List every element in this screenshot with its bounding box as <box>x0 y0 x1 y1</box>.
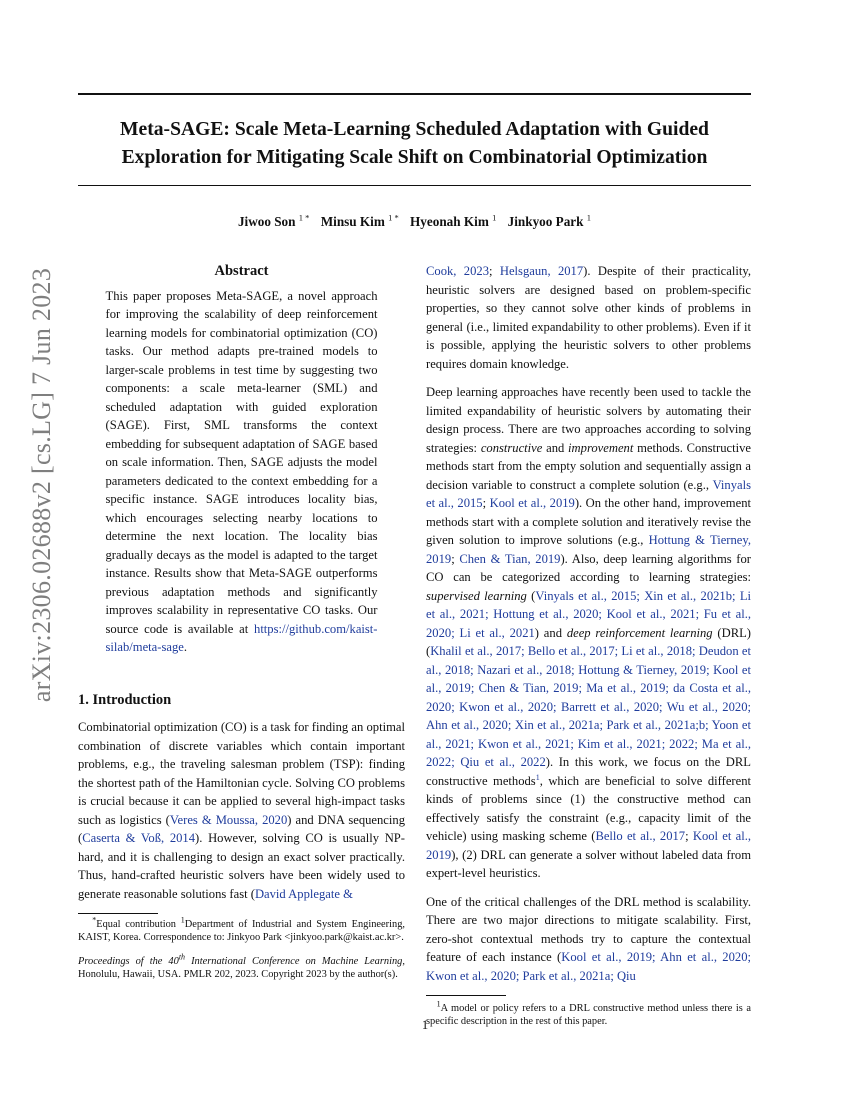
citation-link[interactable]: Helsgaun, 2017 <box>499 264 584 278</box>
affiliation-footnote: *Equal contribution $^1$Department of Industrial and System Engineering, KAIST, Korea. Correspondence to: Jinkyoo Park <jinkyoo.park@kaist.ac.kr>. Proceedings of the 40th International Conference on Machine Learning, Honolulu, Hawaii, USA. PMLR 202, 2023. Copyright 2023 by the author(s). <box>78 915 405 981</box>
arxiv-stamp: arXiv:2306.02688v2 [cs.LG] 7 Jun 2023 <box>27 267 56 703</box>
citation-link[interactable]: Cook, 2023 <box>426 264 489 278</box>
title-rule-bottom <box>78 185 751 186</box>
citation-link[interactable]: Khalil et al., 2017; Bello et al., 2017; Li et al., 2018; Deudon et al., 2018; Nazari et al., 2018; Hottung & Tierney, 2019; Kool et al., 2019; Chen & Tian, 2019; Ma et al., 2019; da Costa et al., 2020; Kwon et al., 2020; Barrett et al., 2020; Wu et al., 2020; Ahn et al., 2020; Xin et al., 2021a; Park et al., 2021a;b; Yoon et al., 2021; Kwon et al., 2021; Kim et al., 2021; 2022; Ma et al., 2022; Qiu et al., 2022 <box>426 644 751 769</box>
author-list <box>78 214 751 230</box>
citation-link[interactable]: Chen & Tian, 2019 <box>459 551 561 566</box>
page-number: 1 <box>421 1018 429 1032</box>
title-line: Meta-SAGE: Scale Meta-Learning Scheduled Adaptation with Guided <box>120 119 709 140</box>
abstract-body: This paper proposes Meta-SAGE, a novel approach for improving the scalability of deep reinforcement learning models for combinatorial optimization (CO) tasks. Our method adapts pre-trained models to larger-scale problems in test time by suggesting two components: a scale meta-learner (SML) and scheduled adaptation with guided exploration (SAGE). First, SML transforms the context embedding for subsequent adaptation of SAGE based on scale information. Then, SAGE adjusts the model parameters dedicated to the context embedding for a specific instance. SAGE introduces locality bias, which encourages selecting nearby locations to determine the next location. The locality bias gradually decays as the model is adapted to the target instance. Results show that Meta-SAGE outperforms previous adaptation methods and significantly improves scalability in representative CO tasks. Our source code is available at https://github.com/kaist-silab/meta-sage. <box>105 288 378 654</box>
proceedings-note: Proceedings of the 40th International Conference on Machine Learning, Honolulu, Hawaii, USA. PMLR 202, 2023. Copyright 2023 by the author(s). <box>78 952 405 981</box>
citation-link[interactable]: Bello et al., 2017 <box>595 829 686 843</box>
author: Jiwoo Son $^{1 *}$ <box>237 212 310 229</box>
body-paragraph: Cook, 2023; Helsgaun, 2017). Despite of their practicality, heuristic solvers are designed based on problem-specific properties, so they cannot solve other kinds of problems in general (i.e., limited expandability to other problems). Even if it is possible, applying the heuristic solvers to other problems requires domain knowledge. <box>426 264 751 371</box>
author: Hyeonah Kim $^1$ <box>410 212 497 229</box>
citation-link[interactable]: Veres & Moussa, 2020 <box>169 812 288 827</box>
footnote-marker[interactable]: 1 <box>535 772 540 782</box>
citation-link[interactable]: Kool et al., 2019; Ahn et al., 2020; Kwon et al., 2020; Park et al., 2021a; Qiu <box>426 950 751 983</box>
author: Minsu Kim $^{1 *}$ <box>320 212 399 229</box>
author: Jinkyoo Park $^1$ <box>507 212 592 229</box>
right-column <box>426 262 751 1029</box>
citation-link[interactable]: Vinyals et al., 2015; Xin et al., 2021b; Li et al., 2021; Hottung et al., 2020; Kool et al., 2021; Fu et al., 2020; Li et al., 2021 <box>426 588 752 640</box>
citation-link[interactable]: David Applegate & <box>254 886 353 901</box>
abstract-heading: Abstract <box>214 263 269 279</box>
citation-link[interactable]: Kool et al., 2019 <box>489 496 575 510</box>
method-footnote: $^1$A model or policy refers to a DRL constructive method unless there is a specific description in the rest of this paper. <box>426 999 751 1028</box>
title-rule-top <box>78 93 751 95</box>
paper-title <box>78 116 751 172</box>
title-line: Exploration for Mitigating Scale Shift on Combinatorial Optimization <box>121 147 708 168</box>
footnote-rule <box>78 913 158 914</box>
section-heading: 1. Introduction <box>78 691 172 708</box>
body-paragraph: One of the critical challenges of the DRL method is scalability. There are two major directions to mitigate scalability. First, zero-shot contextual methods try to capture the contextual feature of each instance (Kool et al., 2019; Ahn et al., 2020; Kwon et al., 2020; Park et al., 2021a; Qiu <box>426 894 751 983</box>
body-paragraph: Deep learning approaches have recently been used to tackle the limited expandability of heuristic solvers by automating their design process. There are two approaches according to solving strategies: constructive and improvement methods. Constructive methods start from the empty solution and sequentially assign a decision variable to construct a complete solution (e.g., Vinyals et al., 2015; Kool et al., 2019). On the other hand, improvement methods start with a complete solution and iteratively revise the given solution to improve solutions (e.g., Hottung & Tierney, 2019; Chen & Tian, 2019). Also, deep learning algorithms for CO can be categorized according to learning strategies: supervised learning (Vinyals et al., 2015; Xin et al., 2021b; Li et al., 2021; Hottung et al., 2020; Kool et al., 2021; Fu et al., 2020; Li et al., 2021) and deep reinforcement learning (DRL) (Khalil et al., 2017; Bello et al., 2017; Li et al., 2018; Deudon et al., 2018; Nazari et al., 2018; Hottung & Tierney, 2019; Kool et al., 2019; Chen & Tian, 2019; Ma et al., 2019; da Costa et al., 2020; Kwon et al., 2020; Barrett et al., 2020; Wu et al., 2020; Ahn et al., 2020; Xin et al., 2021a; Park et al., 2021a;b; Yoon et al., 2021; Kwon et al., 2021; Kim et al., 2021; 2022; Ma et al., 2022; Qiu et al., 2022). In this work, we focus on the DRL constructive methods$^1$, which are beneficial to solve different kinds of problems since (1) the constructive method can effectively satisfy the constraint (e.g., capacity limit of the vehicle) using masking scheme (Bello et al., 2017; Kool et al., 2019), (2) DRL can generate a solver without labeled data from expert-level heuristics. <box>426 385 752 880</box>
body-paragraph: Combinatorial optimization (CO) is a task for finding an optimal combination of discrete variables which contain important problems, e.g., the traveling salesman problem (TSP): finding the shortest path of the Hamiltonian cycle. Solving CO problems is crucial because it can be applied to several high-impact tasks such as logistics (Veres & Moussa, 2020) and DNA sequencing (Caserta & Voß, 2014). However, solving CO is usually NP-hard, and it is challenging to design an exact solver practically. Thus, hand-crafted heuristic solvers have been widely used to generate reasonable solutions fast (David Applegate & <box>78 720 405 901</box>
source-code-link[interactable]: https://github.com/kaist-silab/meta-sage <box>105 621 378 654</box>
citation-link[interactable]: Hottung & Tierney, 2019 <box>426 533 751 566</box>
left-column <box>78 262 405 982</box>
citation-link[interactable]: Caserta & Voß, 2014 <box>82 831 196 845</box>
citation-link[interactable]: Vinyals et al., 2015 <box>426 477 751 510</box>
citation-link[interactable]: Kool et al., 2019 <box>426 829 751 862</box>
footnote-rule <box>426 995 506 996</box>
